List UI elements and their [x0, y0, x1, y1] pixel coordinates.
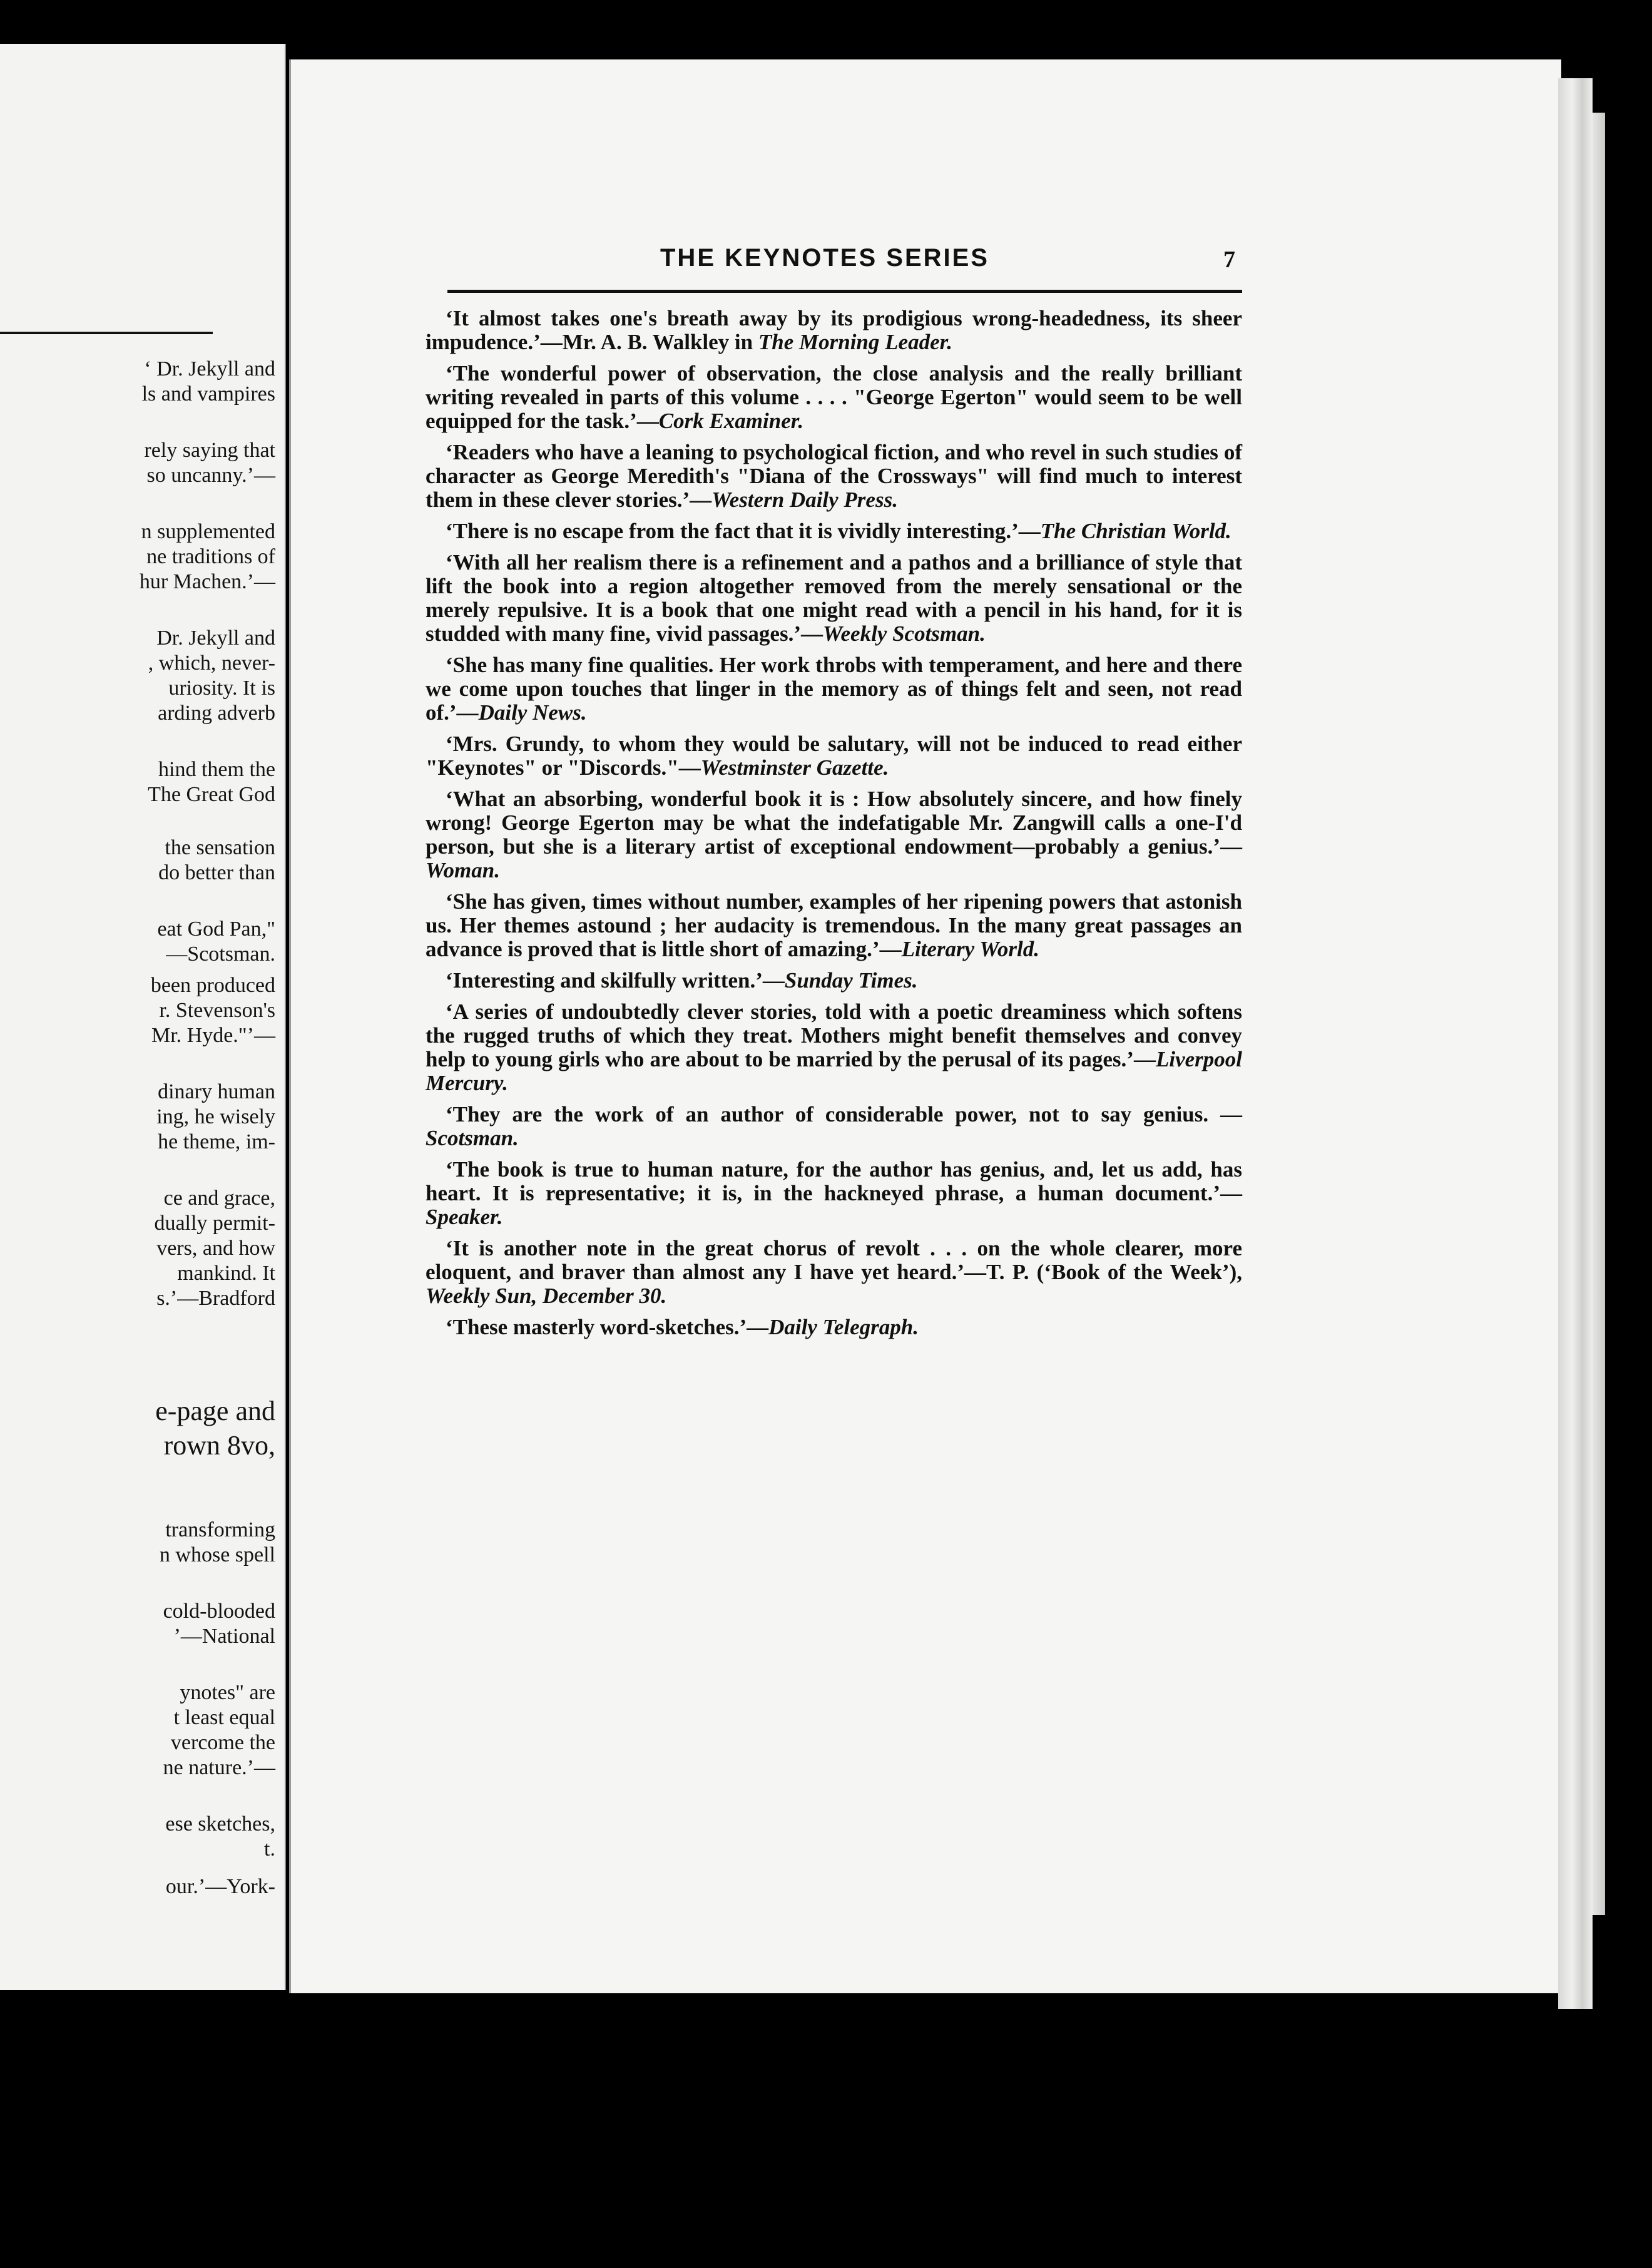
review-item: [426, 890, 1242, 961]
left-page-line: , which, never-: [148, 651, 275, 675]
left-page-line: ls and vampires: [141, 382, 275, 406]
review-item: [426, 551, 1242, 646]
review-list: [426, 307, 1242, 1347]
left-page-line: so uncanny.’—: [146, 464, 275, 487]
review-quote: ‘Interesting and skilfully written.’—: [446, 968, 785, 993]
review-quote: ‘She has given, times without number, examples of her ripening powers that astonish us. Her themes astound ; her audacity is tremendous. In the many great passages an advance is proved that is little short of amazing.’—: [426, 889, 1242, 961]
left-page-line: rown 8vo,: [163, 1430, 275, 1461]
left-page-line: ne traditions of: [146, 545, 275, 568]
left-page-line: mankind. It: [177, 1262, 275, 1285]
facing-page-left: [0, 44, 286, 1990]
left-page-line: ing, he wisely: [156, 1105, 275, 1128]
review-item: [426, 519, 1242, 543]
left-page-line: uriosity. It is: [168, 677, 275, 700]
left-page-line: t.: [264, 1837, 275, 1861]
left-page-line: ce and grace,: [163, 1187, 275, 1210]
left-page-line: he theme, im-: [158, 1130, 275, 1153]
left-page-line: been produced: [150, 974, 275, 997]
review-quote: ‘The wonderful power of observation, the close analysis and the really brilliant writing revealed in parts of this volume . . . . "George Egerton" would seem to be well equipped for the task.’—: [426, 361, 1242, 433]
left-page-line: ynotes" are: [180, 1681, 275, 1704]
review-source: Weekly Sun, December 30.: [426, 1284, 667, 1308]
left-page-line: e-page and: [155, 1396, 275, 1426]
review-item: [426, 441, 1242, 512]
page-edge: [1558, 78, 1593, 2009]
left-page-line: s.’—Bradford: [156, 1287, 275, 1310]
review-source: Scotsman.: [426, 1126, 519, 1150]
review-item: [426, 1237, 1242, 1308]
review-source: Daily Telegraph.: [768, 1315, 919, 1339]
review-item: [426, 1103, 1242, 1150]
left-page-line: n whose spell: [159, 1543, 275, 1566]
left-page-line: cold-blooded: [163, 1600, 275, 1623]
page-edge-back: [1593, 113, 1605, 1915]
review-source: Daily News.: [478, 700, 587, 725]
review-quote: ‘It is another note in the great chorus of revolt . . . on the whole clearer, more eloquent, and braver than almost any I have yet heard.’—T. P. (‘Book of the Week’),: [426, 1236, 1242, 1284]
review-quote: ‘These masterly word-sketches.’—: [446, 1315, 769, 1339]
left-page-line: eat God Pan,": [157, 917, 275, 941]
review-item: [426, 969, 1242, 993]
review-source: Literary World.: [901, 937, 1039, 961]
review-quote: ‘With all her realism there is a refinement and a pathos and a brilliance of style that lift the book into a region altogether removed from the merely sensational or the merely repulsive. It is a book that one might read with a pencil in his hand, for it is studded with many fine, vivid passages.’—: [426, 550, 1242, 646]
review-item: [426, 1000, 1242, 1095]
left-page-line: transforming: [165, 1518, 275, 1541]
left-page-line: n supplemented: [141, 520, 275, 543]
left-page-line: ‘ Dr. Jekyll and: [144, 357, 275, 381]
left-page-head-rule: [0, 332, 213, 334]
left-page-line: rely saying that: [144, 439, 275, 462]
left-page-line: ne nature.’—: [163, 1756, 275, 1779]
left-page-line: Mr. Hyde."’—: [151, 1024, 275, 1047]
left-page-line: r. Stevenson's: [159, 999, 275, 1022]
review-quote: ‘Mrs. Grundy, to whom they would be salutary, will not be induced to read either "Keynotes" or "Discords."—: [426, 732, 1242, 780]
review-quote: ‘She has many fine qualities. Her work throbs with temperament, and here and there we come upon touches that linger in the memory as of things felt and seen, not read of.’—: [426, 653, 1242, 725]
review-quote: ‘There is no escape from the fact that it is vividly interesting.’—: [446, 519, 1041, 543]
review-quote: ‘A series of undoubtedly clever stories, told with a poetic dreaminess which softens the rugged truths of which they treat. Mothers might benefit themselves and convey help to young girls who are about to be married by the perusal of its pages.’—: [426, 999, 1242, 1071]
review-quote: ‘What an absorbing, wonderful book it is : How absolutely sincere, and how finely wrong! George Egerton may be what the indefatigable Mr. Zangwill calls a one-I'd person, but she is a literary artist of exceptional endowment—probably a genius.’—: [426, 787, 1242, 859]
review-source: Weekly Scotsman.: [822, 621, 986, 646]
running-head: THE KEYNOTES SERIES: [660, 244, 989, 272]
left-page-line: dually permit-: [154, 1212, 275, 1235]
review-item: [426, 732, 1242, 780]
review-source: Woman.: [426, 858, 500, 882]
page-number: 7: [1223, 247, 1235, 273]
left-page-line: arding adverb: [158, 702, 275, 725]
review-source: Western Daily Press.: [711, 488, 898, 512]
review-quote: ‘The book is true to human nature, for the author has genius, and, let us add, has heart. It is representative; it is, in the hackneyed phrase, a human document.’—: [426, 1157, 1242, 1205]
review-item: [426, 653, 1242, 725]
review-quote: ‘Readers who have a leaning to psychological fiction, and who revel in such studies of character as George Meredith's "Diana of the Crossways" will find much to interest them in these clever stories.’—: [426, 440, 1242, 512]
review-item: [426, 1315, 1242, 1339]
head-rule: [447, 290, 1242, 293]
review-quote: ‘It almost takes one's breath away by its prodigious wrong-headedness, its sheer impudence.’—Mr. A. B. Walkley in: [426, 306, 1242, 354]
review-item: [426, 787, 1242, 882]
left-page-line: t least equal: [173, 1706, 275, 1729]
review-item: [426, 1158, 1242, 1229]
review-quote: ‘They are the work of an author of considerable power, not to say genius. —: [446, 1102, 1242, 1126]
left-page-line: vers, and how: [156, 1237, 275, 1260]
review-source: The Christian World.: [1040, 519, 1231, 543]
left-page-line: ’—National: [173, 1625, 275, 1648]
review-source: Speaker.: [426, 1205, 503, 1229]
left-page-line: our.’—York-: [165, 1875, 275, 1898]
left-page-line: vercome the: [170, 1731, 275, 1754]
left-page-line: hur Machen.’—: [139, 570, 275, 593]
left-page-line: The Great God: [148, 783, 275, 806]
left-page-line: hind them the: [158, 758, 275, 781]
review-item: [426, 362, 1242, 433]
review-source: Cork Examiner.: [658, 409, 804, 433]
review-source: Liverpool Mercury.: [426, 1047, 1242, 1095]
left-page-line: ese sketches,: [165, 1812, 275, 1836]
review-item: [426, 307, 1242, 354]
left-page-line: do better than: [158, 861, 275, 884]
review-source: The Morning Leader.: [758, 330, 953, 354]
left-page-line: —Scotsman.: [166, 942, 275, 966]
review-source: Sunday Times.: [784, 968, 918, 993]
left-page-line: dinary human: [158, 1080, 275, 1103]
review-source: Westminster Gazette.: [700, 755, 889, 780]
left-page-line: the sensation: [165, 836, 275, 859]
left-page-line: Dr. Jekyll and: [156, 626, 275, 650]
